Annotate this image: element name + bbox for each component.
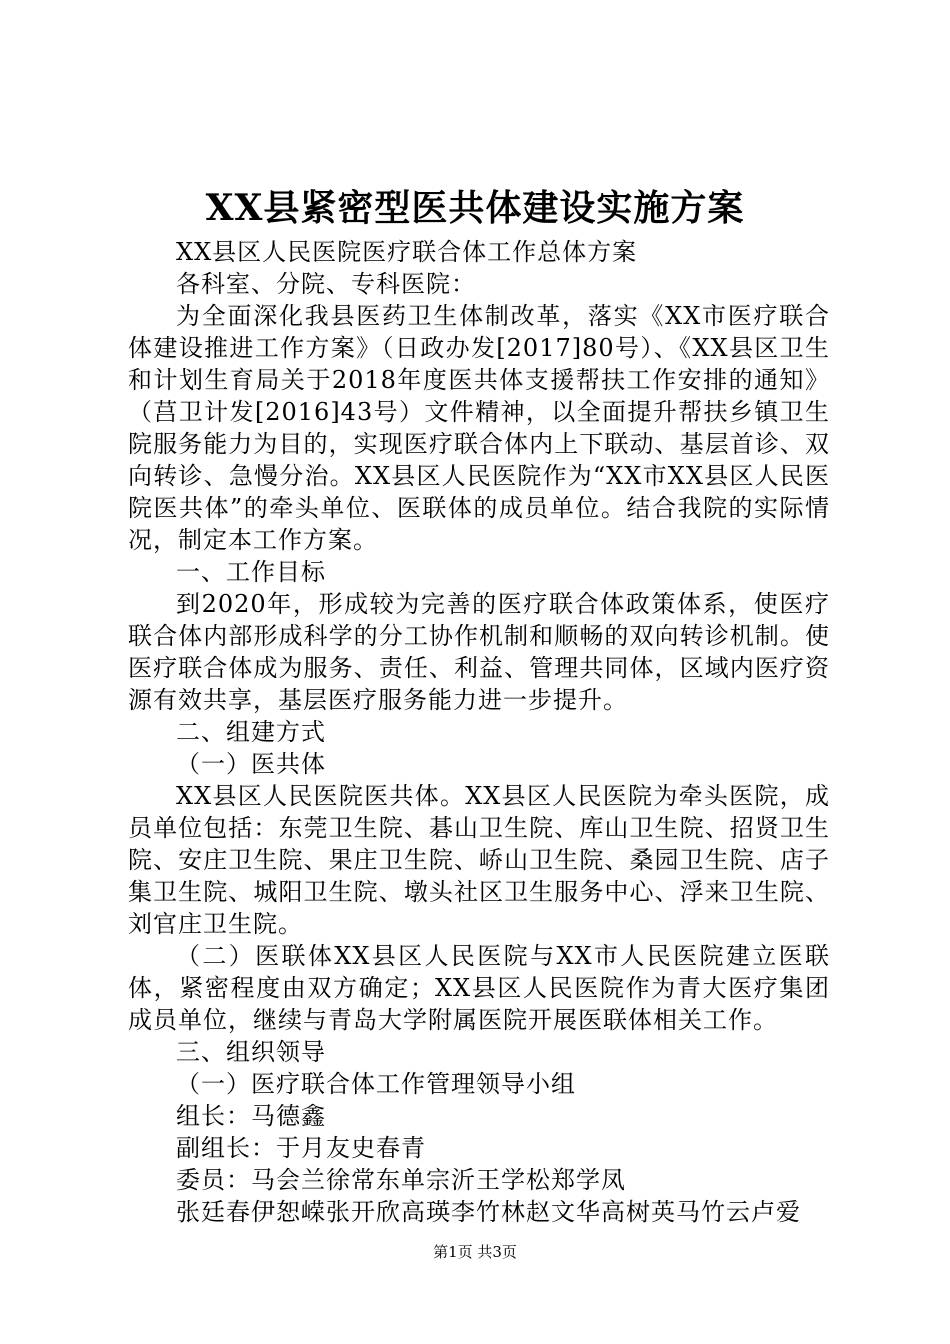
page-footer: 第1页 共3页 [433, 1243, 517, 1261]
paragraph-members-continued: 张廷春伊恕嵘张开欣高瑛李竹林赵文华高树英马竹云卢爱 [176, 1198, 801, 1226]
paragraph-addressee: 各科室、分院、专科医院： [176, 270, 476, 298]
paragraph-medical-community: XX县区人民医院医共体。XX县区人民医院为牵头医院，成员单位包括：东莞卫生院、碁山卫生院、库山卫生院、招贤卫生院、安庄卫生院、果庄卫生院、峤山卫生院、桑园卫生院、店子集卫生院、城阳卫生院、墩头社区卫生服务中心、浮来卫生院、刘官庄卫生院。 [128, 782, 830, 938]
heading-organization-method: 二、组建方式 [176, 718, 326, 746]
paragraph-deputy-leaders: 副组长：于月友史春青 [176, 1134, 426, 1162]
subheading-leadership-group: （一）医疗联合体工作管理领导小组 [176, 1070, 576, 1098]
paragraph-medical-alliance: （二）医联体XX县区人民医院与XX市人民医院建立医联体，紧密程度由双方确定；XX县区人民医院作为青大医疗集团成员单位，继续与青岛大学附属医院开展医联体相关工作。 [128, 942, 830, 1034]
document-title: XX县紧密型医共体建设实施方案 [205, 187, 745, 229]
heading-work-goals: 一、工作目标 [176, 558, 326, 586]
heading-leadership: 三、组织领导 [176, 1038, 326, 1066]
subheading-medical-community: （一）医共体 [176, 750, 326, 778]
document-body [128, 236, 830, 1228]
paragraph-intro: 为全面深化我县医药卫生体制改革，落实《XX市医疗联合体建设推进工作方案》（日政办发[2017]80号）、《XX县区卫生和计划生育局关于2018年度医共体支援帮扶工作安排的通知》（莒卫计发[2016]43号）文件精神，以全面提升帮扶乡镇卫生院服务能力为目的，实现医疗联合体内上下联动、基层首诊、双向转诊、急慢分治。XX县区人民医院作为“XX市XX县区人民医院医共体”的牵头单位、医联体的成员单位。结合我院的实际情况，制定本工作方案。 [128, 302, 830, 554]
paragraph-group-leader: 组长：马德鑫 [176, 1102, 326, 1130]
paragraph-members: 委员：马会兰徐常东单宗沂王学松郑学凤 [176, 1166, 626, 1194]
paragraph-plan-name: XX县区人民医院医疗联合体工作总体方案 [176, 238, 638, 266]
paragraph-work-goals: 到2020年，形成较为完善的医疗联合体政策体系，使医疗联合体内部形成科学的分工协作机制和顺畅的双向转诊机制。使医疗联合体成为服务、责任、利益、管理共同体，区域内医疗资源有效共享，基层医疗服务能力进一步提升。 [128, 590, 830, 714]
